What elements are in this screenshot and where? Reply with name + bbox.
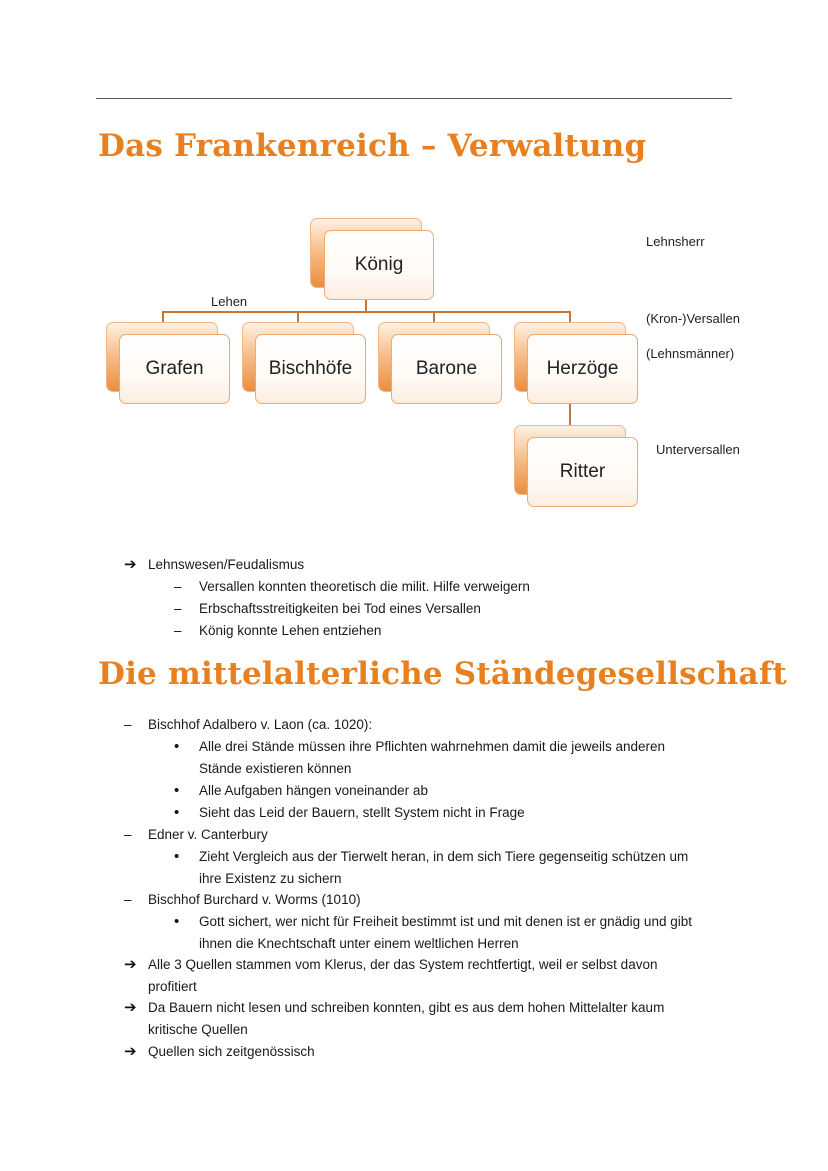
dash-icon: – [124, 827, 132, 842]
label-kronversallen: (Kron-)Versallen [646, 311, 740, 326]
source-point-cont: ihnen die Knechtschaft unter einem weltlichen Herren [199, 936, 519, 951]
source-name: Bischhof Adalbero v. Laon (ca. 1020): [148, 717, 373, 732]
label-unterversallen: Unterversallen [656, 442, 740, 457]
source-name: Edner v. Canterbury [148, 827, 268, 842]
sub-item: König konnte Lehen entziehen [199, 623, 382, 638]
bullet-icon: • [174, 848, 180, 865]
node-bischhoefe-label: Bischhöfe [255, 334, 366, 404]
source-point: Gott sichert, wer nicht für Freiheit bestimmt ist und mit denen ist er gnädig und gibt [199, 914, 692, 929]
source-point: Sieht das Leid der Bauern, stellt System nicht in Frage [199, 805, 525, 820]
source-name: Bischhof Burchard v. Worms (1010) [148, 892, 361, 907]
bullet-icon: • [174, 738, 180, 755]
sub-item: Versallen konnten theoretisch die milit. Hilfe verweigern [199, 579, 530, 594]
label-lehnsherr: Lehnsherr [646, 234, 705, 249]
arrow-icon: ➔ [124, 1043, 137, 1060]
arrow-icon: ➔ [124, 999, 137, 1016]
conclusion-cont: kritische Quellen [148, 1022, 248, 1037]
bullet-icon: • [174, 913, 180, 930]
node-herzoege-label: Herzöge [527, 334, 638, 404]
conclusion-cont: profitiert [148, 979, 197, 994]
arrow-icon: ➔ [124, 956, 137, 973]
sub-item: Erbschaftsstreitigkeiten bei Tod eines Versallen [199, 601, 481, 616]
section-title-staendegesellschaft: Die mittelalterliche Ständegesellschaft [98, 656, 787, 692]
source-point: Alle drei Stände müssen ihre Pflichten wahrnehmen damit die jeweils anderen [199, 739, 666, 754]
node-grafen-label: Grafen [119, 334, 230, 404]
label-lehnsmaenner: (Lehnsmänner) [646, 346, 735, 361]
conclusion: Da Bauern nicht lesen und schreiben konnten, gibt es aus dem hohen Mittelalter kaum [148, 1000, 665, 1015]
header-rule [96, 98, 732, 99]
connector-horizontal [162, 311, 571, 313]
dash-icon: – [124, 717, 132, 732]
source-point-cont: ihre Existenz zu sichern [199, 871, 342, 886]
list-item-lehnswesen: Lehnswesen/Feudalismus [148, 557, 305, 572]
bullet-icon: • [174, 804, 180, 821]
source-point: Zieht Vergleich aus der Tierwelt heran, in dem sich Tiere gegenseitig schützen um [199, 849, 689, 864]
section-title-verwaltung: Das Frankenreich – Verwaltung [98, 128, 647, 164]
node-barone-label: Barone [391, 334, 502, 404]
dash-icon: – [174, 579, 182, 594]
conclusion: Alle 3 Quellen stammen vom Klerus, der das System rechtfertigt, weil er selbst davon [148, 957, 658, 972]
conclusion: Quellen sich zeitgenössisch [148, 1044, 315, 1059]
node-koenig-label: König [324, 230, 434, 300]
source-point-cont: Stände existieren können [199, 761, 352, 776]
dash-icon: – [124, 892, 132, 907]
edge-label-lehen: Lehen [211, 294, 248, 309]
arrow-icon: ➔ [124, 556, 137, 573]
bullet-icon: • [174, 782, 180, 799]
node-ritter-label: Ritter [527, 437, 638, 507]
dash-icon: – [174, 623, 182, 638]
source-point: Alle Aufgaben hängen voneinander ab [199, 783, 428, 798]
dash-icon: – [174, 601, 182, 616]
